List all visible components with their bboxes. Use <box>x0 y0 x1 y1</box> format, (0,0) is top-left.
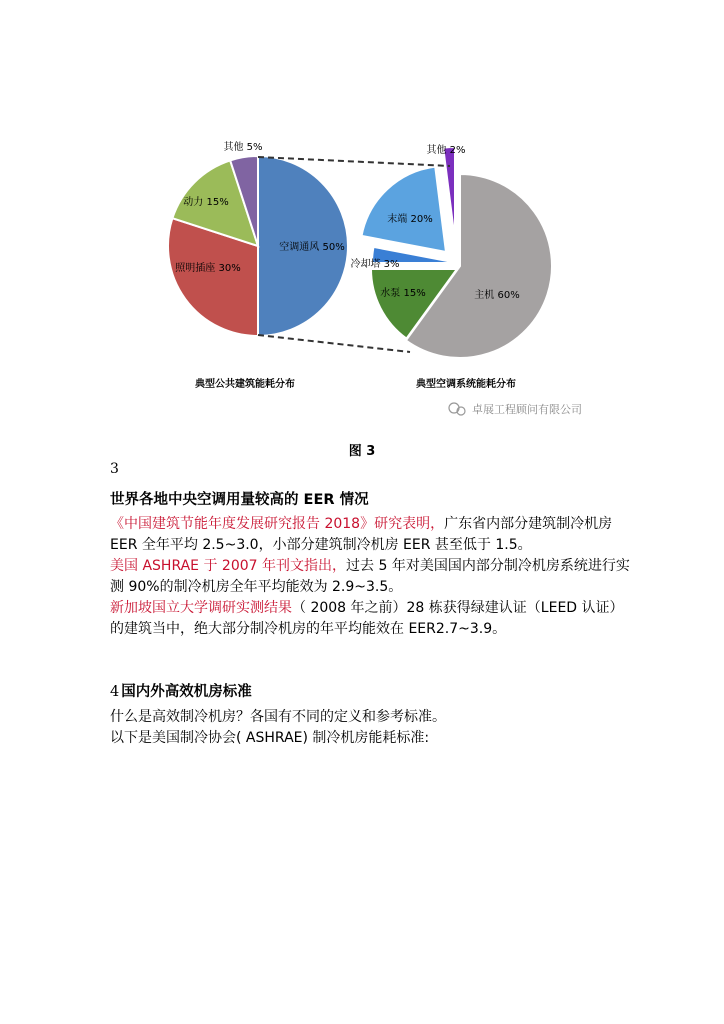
section-4-line-2: 以下是美国制冷协会( ASHRAE) 制冷机房能耗标准: <box>110 730 430 746</box>
building-energy-pie-chart <box>168 140 348 336</box>
energy-distribution-figure <box>150 130 620 430</box>
hvac-energy-pie-chart <box>350 143 552 358</box>
watermark <box>449 402 582 416</box>
paragraph-ashrae <box>110 556 630 598</box>
right-label-other: 其他 2% <box>426 145 466 156</box>
section-3-number: 3 <box>110 461 119 477</box>
china-report-source: 《中国建筑节能年度发展研究报告 2018》研究表明， <box>110 516 445 532</box>
figure-caption: 图 3 <box>348 444 376 459</box>
ashrae-source: 美国 ASHRAE 于 2007 年刊文指出， <box>110 558 347 574</box>
section-3-title: 世界各地中央空调用量较高的 EER 情况 <box>110 492 369 508</box>
singapore-text: （ 2008 年之前）28 栋获得绿建认证（LEED 认证）的建筑当中，绝大部分制冷机房的年平均能效在 EER2.7~3.9。 <box>110 600 624 637</box>
right-label-chiller: 主机 60% <box>474 290 520 301</box>
section-4-number: 4 <box>110 684 120 700</box>
left-label-power: 动力 15% <box>183 197 229 208</box>
right-slice-other <box>443 147 455 241</box>
left-label-lighting: 照明插座 30% <box>175 263 241 274</box>
china-report-text: 广东省内部分建筑制冷机房 EER 全年平均 2.5~3.0，小部分建筑制冷机房 EER 甚至低于 1.5。 <box>110 516 613 553</box>
watermark-text: 卓展工程顾问有限公司 <box>472 403 582 416</box>
connector-line-bottom <box>258 335 410 352</box>
left-chart-title: 典型公共建筑能耗分布 <box>195 379 295 390</box>
left-label-hvac: 空调通风 50% <box>279 242 345 253</box>
section-4-line-1: 什么是高效制冷机房？各国有不同的定义和参考标准。 <box>110 709 446 725</box>
section-4-heading <box>110 680 252 701</box>
right-label-cooling-tower: 冷却塔 3% <box>350 259 400 270</box>
right-label-terminal: 末端 20% <box>387 214 433 225</box>
singapore-source: 新加坡国立大学调研实测结果 <box>110 600 292 616</box>
right-slice-terminal <box>362 167 446 252</box>
left-label-other: 其他 5% <box>223 142 263 153</box>
right-label-pump: 水泵 15% <box>380 288 426 299</box>
paragraph-singapore <box>110 598 630 640</box>
section-4-title: 国内外高效机房标准 <box>121 684 252 700</box>
paragraph-china-report <box>110 514 630 556</box>
right-chart-title: 典型空调系统能耗分布 <box>416 379 516 390</box>
ashrae-text: 过去 5 年对美国国内部分制冷机房系统进行实测 90%的制冷机房全年平均能效为 2.9~3.5。 <box>110 558 630 595</box>
